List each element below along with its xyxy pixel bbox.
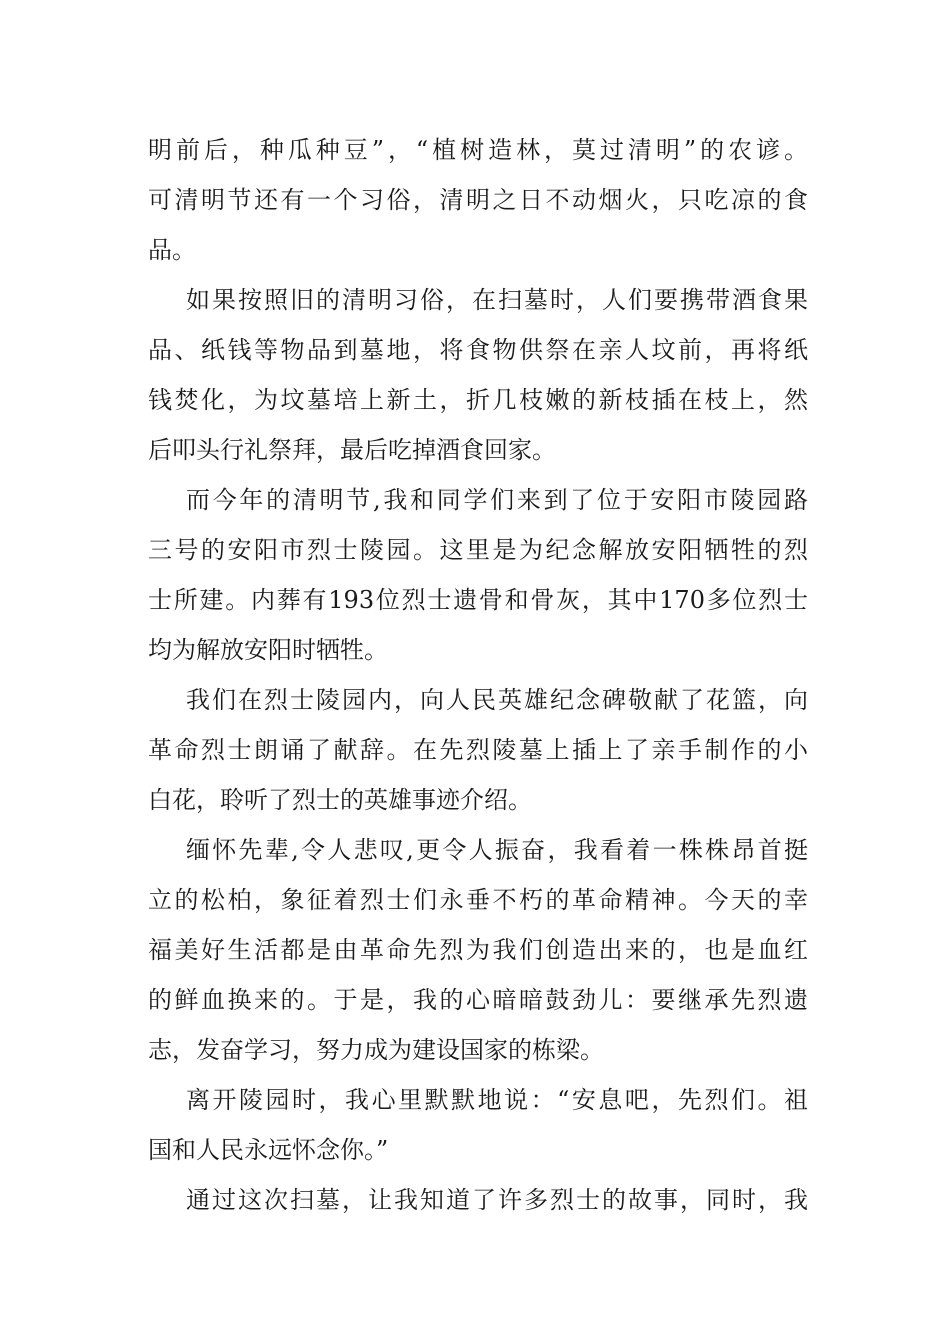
text-line: 品。 (148, 236, 196, 264)
text-line: 的鲜血换来的。于是，我的心暗暗鼓劲儿：要继承先烈遗 (148, 986, 808, 1014)
text-line: 革命烈士朗诵了献辞。在先烈陵墓上插上了亲手制作的小 (148, 736, 808, 764)
text-line: 福美好生活都是由革命先烈为我们创造出来的，也是血红 (148, 936, 808, 964)
text-line: 三号的安阳市烈士陵园。这里是为纪念解放安阳牺牲的烈 (148, 536, 808, 564)
paragraph-first-line: 通过这次扫墓，让我知道了许多烈士的故事，同时，我 (186, 1186, 808, 1214)
paragraph-first-line: 如果按照旧的清明习俗，在扫墓时，人们要携带酒食果 (186, 286, 808, 314)
text-line: 明前后，种瓜种豆”，“植树造林，莫过清明”的农谚。 (148, 136, 808, 164)
text-line: 品、纸钱等物品到墓地，将食物供祭在亲人坟前，再将纸 (148, 336, 808, 364)
text-line: 国和人民永远怀念你。” (148, 1136, 389, 1164)
text-line: 可清明节还有一个习俗，清明之日不动烟火，只吃凉的食 (148, 186, 808, 214)
text-line: 白花，聆听了烈士的英雄事迹介绍。 (148, 786, 532, 814)
text-line: 立的松柏，象征着烈士们永垂不朽的革命精神。今天的幸 (148, 886, 808, 914)
text-line: 志，发奋学习，努力成为建设国家的栋梁。 (148, 1036, 604, 1064)
paragraph-first-line: 我们在烈士陵园内，向人民英雄纪念碑敬献了花篮，向 (186, 686, 808, 714)
paragraph-first-line: 离开陵园时，我心里默默地说：“安息吧，先烈们。祖 (186, 1086, 808, 1114)
text-line: 钱焚化，为坟墓培上新土，折几枝嫩的新枝插在枝上，然 (148, 386, 808, 414)
text-line: 均为解放安阳时牺牲。 (148, 636, 388, 664)
paragraph-first-line: 而今年的清明节,我和同学们来到了位于安阳市陵园路 (186, 486, 808, 514)
paragraph-first-line: 缅怀先辈,令人悲叹,更令人振奋，我看着一株株昂首挺 (186, 836, 808, 864)
text-line: 后叩头行礼祭拜，最后吃掉酒食回家。 (148, 436, 556, 464)
text-line: 士所建。内葬有193位烈士遗骨和骨灰，其中170多位烈士 (148, 586, 808, 614)
